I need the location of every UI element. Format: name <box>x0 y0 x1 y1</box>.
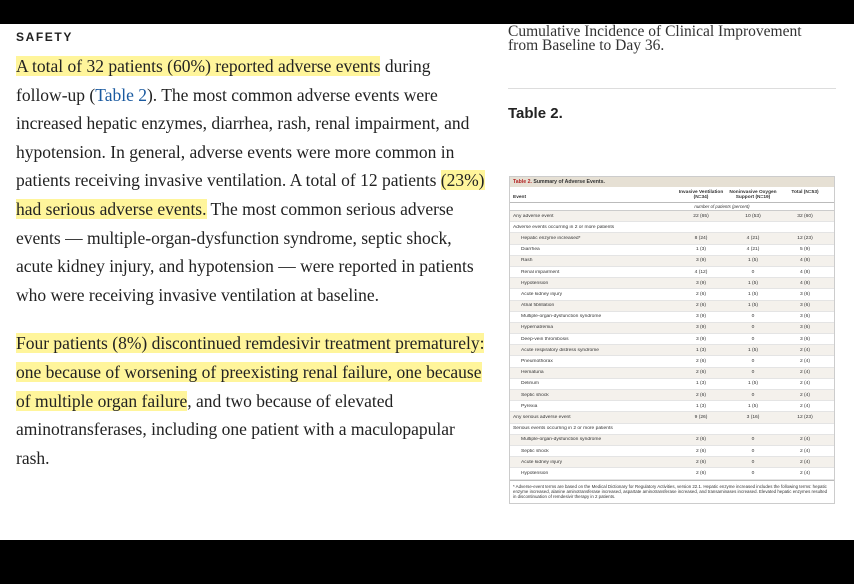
cell-event: Any adverse event <box>513 213 554 219</box>
cell-noninvasive: 4 (21) <box>746 235 760 241</box>
cell-total: 2 (4) <box>799 403 811 409</box>
figure-column <box>508 24 838 122</box>
cell-total: 2 (4) <box>799 437 811 443</box>
cell-noninvasive: 3 (16) <box>746 414 760 420</box>
cell-invasive: 3 (9) <box>695 314 707 320</box>
table-heading: Table 2. <box>508 105 563 122</box>
cell-event: Hypotension <box>521 470 549 476</box>
text-run: ). The most common adverse events were increased hepatic enzymes, diarrhea, rash, renal impairment, and hypotension. In general, adverse events were more common in patients receiving invasive ventilation. A total of 12 patients <box>16 84 470 191</box>
cell-invasive: 9 (26) <box>694 414 708 420</box>
table-row <box>510 401 834 412</box>
cell-total: 12 (23) <box>797 414 813 420</box>
cell-total: 2 (4) <box>799 470 811 476</box>
cell-invasive: 3 (9) <box>695 280 707 286</box>
text-run: The most common serious adverse events — multiple-organ-dysfunction syndrome, septic shock, acute kidney injury, and hypotension — were reported in patients who were receiving invasive ventilation at baseline. <box>16 198 474 305</box>
table-row <box>510 424 834 435</box>
table-row <box>510 368 834 379</box>
cell-event: Multiple-organ-dysfunction syndrome <box>521 314 602 320</box>
cell-total: 2 (4) <box>799 448 811 454</box>
cell-noninvasive: 1 (5) <box>747 303 759 309</box>
table-row <box>510 334 834 345</box>
table-row <box>510 256 834 267</box>
cell-total: 2 (4) <box>799 347 811 353</box>
cell-event: Hypernatremia <box>521 325 554 331</box>
header-total: Total (N=53) <box>791 190 819 195</box>
table-row <box>510 211 834 222</box>
caption-cut-line: Cumulative Incidence of Clinical Improvement <box>508 24 802 40</box>
cell-invasive: 1 (3) <box>695 347 707 353</box>
table-row <box>510 312 834 323</box>
text-run: , and two because of elevated aminotransferases, including one patient with a maculopapular rash. <box>16 390 455 468</box>
cell-total: 2 (4) <box>799 370 811 376</box>
cell-invasive: 1 (3) <box>695 247 707 253</box>
cell-event: Diarrhea <box>521 247 540 253</box>
cell-noninvasive: 1 (5) <box>747 347 759 353</box>
paragraph-adverse-events <box>16 52 486 309</box>
cell-noninvasive: 0 <box>751 459 755 465</box>
cell-total: 2 (4) <box>799 381 811 387</box>
table-row <box>510 345 834 356</box>
cell-event: Serious events occurring in 2 or more patients <box>513 426 613 432</box>
cell-noninvasive: 0 <box>751 269 755 275</box>
cell-invasive: 3 (9) <box>695 325 707 331</box>
cell-noninvasive: 0 <box>751 359 755 365</box>
table-row <box>510 356 834 367</box>
cell-invasive: 2 (6) <box>695 437 707 443</box>
table-title <box>510 177 834 187</box>
cell-total: 4 (8) <box>799 269 811 275</box>
cell-noninvasive: 1 (5) <box>747 280 759 286</box>
cell-noninvasive: 0 <box>751 392 755 398</box>
article-text-column <box>16 30 486 472</box>
table-row <box>510 468 834 479</box>
cell-invasive: 1 (3) <box>695 381 707 387</box>
cell-invasive: 3 (9) <box>695 258 707 264</box>
highlight: (23%) had serious adverse events. <box>16 170 485 219</box>
cell-event: Any serious adverse event <box>513 414 571 420</box>
cell-event: Hepatic enzyme increased* <box>521 235 581 241</box>
table-row <box>510 457 834 468</box>
cell-event: Renal impairment <box>521 269 560 275</box>
cell-event: Adverse events occurring in 2 or more patients <box>513 224 615 230</box>
section-title: SAFETY <box>16 30 73 44</box>
cell-event: Septic shock <box>521 448 549 454</box>
cell-event: Multiple-organ-dysfunction syndrome <box>521 437 602 443</box>
cell-total: 2 (4) <box>799 459 811 465</box>
cell-invasive: 1 (3) <box>695 403 707 409</box>
table-row <box>510 289 834 300</box>
cell-noninvasive: 0 <box>751 370 755 376</box>
table-title-text: Summary of Adverse Events. <box>531 179 605 185</box>
header-noninvasive: Noninvasive Oxygen Support (N=19) <box>729 190 777 200</box>
cell-total: 4 (8) <box>799 280 811 286</box>
cell-invasive: 22 (65) <box>693 213 709 219</box>
highlight: A total of 32 patients (60%) reported adverse events <box>16 56 381 76</box>
cell-invasive: 2 (6) <box>695 291 707 297</box>
previous-figure-caption <box>508 24 838 58</box>
cell-total: 5 (9) <box>799 247 811 253</box>
adverse-events-table[interactable] <box>509 176 835 504</box>
cell-noninvasive: 0 <box>751 336 755 342</box>
cell-event: Acute kidney injury <box>521 291 563 297</box>
cell-invasive: 2 (6) <box>695 359 707 365</box>
table-row <box>510 446 834 457</box>
cell-total: 3 (6) <box>799 314 811 320</box>
cell-invasive: 2 (6) <box>695 303 707 309</box>
cell-total: 3 (6) <box>799 291 811 297</box>
cell-noninvasive: 0 <box>751 314 755 320</box>
table-row <box>510 390 834 401</box>
table-row <box>510 245 834 256</box>
cell-invasive: 8 (24) <box>694 235 708 241</box>
cell-noninvasive: 1 (5) <box>747 403 759 409</box>
highlight: Four patients (8%) discontinued remdesivir treatment prematurely: one because of worsening of preexisting renal failure, one because of multiple organ failure <box>16 333 485 411</box>
cell-total: 2 (4) <box>799 392 811 398</box>
header-event: Event <box>513 195 527 200</box>
cell-total: 32 (60) <box>797 213 813 219</box>
cell-event: Atrial fibrillation <box>521 303 555 309</box>
article-page <box>0 24 854 540</box>
cell-noninvasive: 4 (21) <box>746 247 760 253</box>
text-run: during follow-up ( <box>16 56 431 105</box>
cell-noninvasive: 0 <box>751 470 755 476</box>
table-row <box>510 278 834 289</box>
cell-noninvasive: 1 (5) <box>747 381 759 387</box>
cell-total: 3 (6) <box>799 303 811 309</box>
table-header <box>510 187 834 203</box>
cell-event: Deep-vein thrombosis <box>521 336 569 342</box>
cell-noninvasive: 1 (5) <box>747 258 759 264</box>
cell-event: Acute respiratory distress syndrome <box>521 347 600 353</box>
cell-total: 4 (8) <box>799 258 811 264</box>
table-body <box>510 211 834 480</box>
cell-invasive: 2 (6) <box>695 459 707 465</box>
table-footnote: * Adverse-event terms are based on the Medical Dictionary for Regulatory Activities, version 22.1. Hepatic enzyme increased includes the following terms: hepatic enzyme increased, alanine aminotransferase increased, aspartate aminotransferase increased, and transaminases increased. Elevated hepatic enzymes resulted in discontinuation of remdesivir therapy in 2 patients. <box>510 480 834 503</box>
table-row <box>510 222 834 233</box>
cell-event: Pyrexia <box>521 403 538 409</box>
cell-event: Pneumothorax <box>521 359 553 365</box>
cell-noninvasive: 0 <box>751 437 755 443</box>
divider <box>508 88 836 89</box>
cell-noninvasive: 0 <box>751 448 755 454</box>
cell-invasive: 2 (6) <box>695 470 707 476</box>
table-unit-label: number of patients (percent) <box>510 203 834 211</box>
cell-event: Delirium <box>521 381 539 387</box>
cell-event: Acute kidney injury <box>521 459 563 465</box>
cell-total: 2 (4) <box>799 359 811 365</box>
cell-event: Septic shock <box>521 392 549 398</box>
cell-invasive: 4 (12) <box>694 269 708 275</box>
cell-noninvasive: 10 (53) <box>745 213 761 219</box>
table-row <box>510 301 834 312</box>
table-row <box>510 233 834 244</box>
table-row <box>510 435 834 446</box>
cell-invasive: 3 (9) <box>695 336 707 342</box>
cell-event: Hematuria <box>521 370 544 376</box>
table-2-link[interactable]: Table 2 <box>95 84 147 105</box>
table-row <box>510 323 834 334</box>
cell-noninvasive: 1 (5) <box>747 291 759 297</box>
cell-total: 3 (6) <box>799 325 811 331</box>
paragraph-discontinuation <box>16 329 486 472</box>
cell-noninvasive: 0 <box>751 325 755 331</box>
cell-invasive: 2 (6) <box>695 448 707 454</box>
table-row <box>510 267 834 278</box>
cell-event: Rash <box>521 258 533 264</box>
cell-total: 12 (23) <box>797 235 813 241</box>
table-row <box>510 412 834 423</box>
cell-event: Hypotension <box>521 280 549 286</box>
caption-line: from Baseline to Day 36. <box>508 37 665 54</box>
header-invasive: Invasive Ventilation (N=34) <box>678 190 724 200</box>
table-row <box>510 379 834 390</box>
cell-invasive: 2 (6) <box>695 392 707 398</box>
cell-invasive: 2 (6) <box>695 370 707 376</box>
table-title-prefix: Table 2. <box>513 179 532 185</box>
cell-total: 3 (6) <box>799 336 811 342</box>
